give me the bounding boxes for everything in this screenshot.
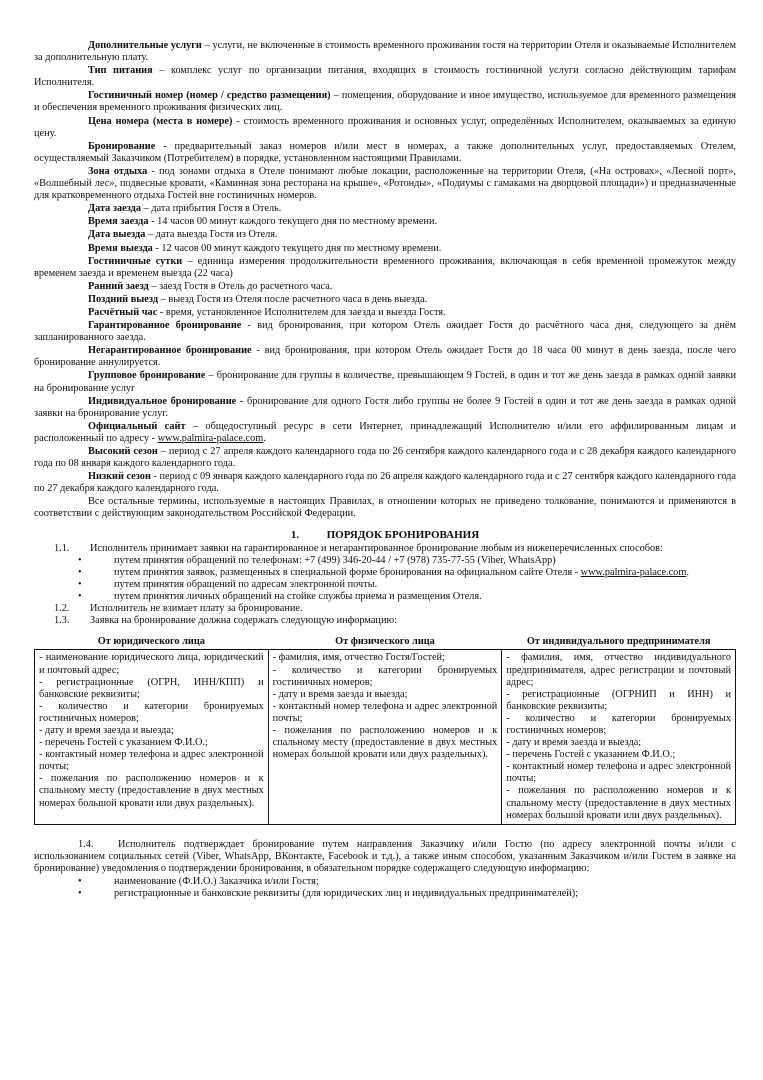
- requirement-line: - количество и категории бронируемых гостиничных номеров;: [39, 700, 264, 724]
- official-site-link[interactable]: www.palmira-palace.com: [157, 432, 264, 444]
- definition-text: - время, установленное Исполнителем для заезда и выезда Гостя.: [157, 306, 446, 318]
- requirement-line: - контактный номер телефона и адрес электронной почты;: [39, 749, 264, 773]
- bullet-icon: •: [78, 876, 82, 888]
- definitions-list: [34, 40, 736, 495]
- definition-term: Негарантированное бронирование: [88, 345, 252, 357]
- definition-item: [34, 65, 736, 89]
- requirement-line: - пожелания по расположению номеров и к спальному месту (предоставление в двух местных номерах большой кровати или двух раздельных).: [272, 724, 498, 761]
- clause-text: Исполнитель не взимает плату за бронирование.: [90, 603, 303, 615]
- definition-term: Расчётный час: [88, 306, 158, 318]
- definition-term: Индивидуальное бронирование: [88, 395, 237, 407]
- definition-text: – заезд Гостя в Отель до расчетного часа.: [148, 280, 333, 292]
- definition-term: Бронирование: [88, 140, 156, 152]
- definition-item: [34, 141, 736, 165]
- section-number: 1.: [290, 528, 300, 541]
- definition-item: [34, 294, 736, 306]
- bullet-icon: •: [78, 566, 82, 578]
- definition-term: Официальный сайт: [88, 420, 186, 432]
- bullet-icon: •: [78, 554, 82, 566]
- clause-1-3: [34, 615, 736, 627]
- clause-number: 1.1.: [54, 542, 70, 554]
- confirmation-items-list: [34, 876, 736, 900]
- requirement-line: - контактный номер телефона и адрес электронной почты;: [506, 761, 731, 785]
- list-item: [34, 876, 736, 888]
- requirement-line: - фамилия, имя, отчество индивидуального предпринимателя, адрес регистрации и почтовый адрес;: [506, 652, 731, 688]
- clause-number: 1.3.: [54, 615, 70, 627]
- definition-item: [34, 471, 736, 495]
- definition-item: [34, 229, 736, 241]
- definition-item: [34, 396, 736, 420]
- definition-term: Тип питания: [88, 65, 153, 77]
- definition-term: Гостиничный номер (номер / средство размещения): [88, 90, 331, 102]
- header-legal-entity: От юридического лица: [35, 635, 269, 650]
- definition-item: [34, 243, 736, 255]
- clause-number: 1.2.: [54, 603, 70, 615]
- method-text: [114, 555, 736, 567]
- definition-item: [34, 345, 736, 369]
- method-label: путем принятия заявок, размещенных в специальной форме бронирования на официальном сайте Отеля -: [114, 566, 581, 578]
- clause-text: Заявка на бронирование должна содержать следующую информацию:: [90, 615, 398, 627]
- definition-term: Дата заезда: [88, 203, 142, 215]
- definition-item: [34, 256, 736, 280]
- definition-text: - период с 09 января каждого календарного года по 26 апреля каждого календарного года и с 27 сентября каждого календарного года по 27 декабря каждого календарного года.: [34, 471, 736, 495]
- requirement-line: - дату и время заезда и выезда;: [39, 724, 174, 736]
- definition-term: Время выезда: [88, 242, 153, 254]
- requirement-line: - пожелания по расположению номеров и к спальному месту (предоставление в двух местных номерах большой кровати или двух раздельных).: [39, 773, 264, 809]
- definition-item: [34, 216, 736, 228]
- definition-item: [34, 116, 736, 140]
- confirmation-text: регистрационные и банковские реквизиты (для юридических лиц и индивидуальных предпринимателей);: [114, 888, 579, 900]
- requirement-line: - регистрационные (ОГРНИП и ИНН) и банковские реквизиты;: [506, 688, 731, 712]
- header-entrepreneur: От индивидуального предпринимателя: [502, 635, 736, 650]
- header-individual: От физического лица: [268, 635, 502, 650]
- bullet-icon: •: [78, 591, 82, 603]
- requirement-line: - фамилия, имя, отчество Гостя/Гостей;: [272, 652, 445, 664]
- definition-text: – выезд Гостя из Отеля после расчетного часа в день выезда.: [158, 293, 428, 305]
- definition-text: - бронирование для одного Гостя либо группы не более 9 Гостей в один и тот же день заезда в рамках одной заявки на бронирование услуг.: [34, 395, 736, 419]
- list-item: [34, 567, 736, 579]
- requirement-line: - контактный номер телефона и адрес электронной почты;: [272, 700, 498, 724]
- clause-text: Исполнитель подтверждает бронирование путем направления Заказчику и/или Гостю (по адресу электронной почты и/или с использованием социальных сетей (Viber, WhatsApp, ВКонтакте, Facebook и т.д.), а также иным способом, указанным Заказчиком и/или Гостем в заявке на бронирование) уведомления о подтверждении бронирования, в обязательном порядке содержащего следующую информацию:: [34, 838, 736, 874]
- definition-text: – период с 27 апреля каждого календарного года по 26 сентября каждого календарного года и с 28 декабря каждого календарного года по 08 января каждого календарного года.: [34, 446, 736, 470]
- website-link[interactable]: www.palmira-palace.com: [580, 566, 687, 578]
- closing-paragraph: Все остальные термины, используемые в настоящих Правилах, в отношении которых не приведено толкование, понимаются и применяются в соответствии с действующим законодательством Российской Федерации.: [34, 496, 736, 520]
- definition-text: - предварительный заказ номеров и/или мест в номерах, а также дополнительных услуг, предоставляемых Отелем, осуществляемый Заказчиком (Потребителем) в порядке, установленном настоящими Правилами.: [34, 140, 736, 164]
- method-label: путем принятия обращений по адресам электронной почты.: [114, 578, 378, 590]
- definition-item: [34, 370, 736, 394]
- method-text: [114, 567, 736, 579]
- definition-item: [34, 446, 736, 470]
- table-header-row: [35, 635, 736, 650]
- definition-text: – помещения, оборудование и иное имущество, используемое для временного размещения и обеспечения временного проживания физических лиц.: [34, 90, 736, 114]
- list-item: [34, 591, 736, 603]
- definition-item: [34, 307, 736, 319]
- definition-term: Дата выезда: [88, 229, 146, 241]
- section-heading: [34, 529, 736, 541]
- requirement-line: - перечень Гостей с указанием Ф.И.О.;: [506, 749, 676, 761]
- list-item: [34, 555, 736, 567]
- clause-number: 1.4.: [78, 838, 94, 850]
- definition-tail: .: [263, 432, 266, 444]
- clause-text: Исполнитель принимает заявки на гарантированное и негарантированное бронирование любым из нижеперечисленных способов:: [90, 542, 663, 554]
- table-row: [35, 650, 736, 824]
- definition-text: – единица измерения продолжительности временного проживания, включающая в себя временной промежуток между временем заезда и временем выезда (22 часа): [34, 255, 736, 279]
- document-page: [34, 40, 736, 900]
- booking-methods-list: [34, 555, 736, 603]
- requirement-line: - наименование юридического лица, юридический и почтовый адрес;: [39, 652, 264, 676]
- requirement-line: - перечень Гостей с указанием Ф.И.О.;: [39, 737, 208, 749]
- definition-item: [34, 40, 736, 64]
- definition-item: [34, 166, 736, 202]
- requirement-line: - количество и категории бронируемых гостиничных номеров;: [506, 712, 731, 736]
- clause-1-2: [34, 603, 736, 615]
- definition-text: – дата прибытия Гостя в Отель.: [141, 203, 282, 215]
- definition-text: - 14 часов 00 минут каждого текущего дня по местному времени.: [148, 216, 438, 228]
- column-entrepreneur: [502, 650, 736, 824]
- definition-term: Низкий сезон: [88, 471, 151, 483]
- definition-text: – услуги, не включенные в стоимость временного проживания гостя на территории Отеля и оказываемые Исполнителем за дополнительную плату.: [34, 40, 736, 64]
- definition-term: Цена номера (места в номере): [88, 115, 233, 127]
- requirement-line: - регистрационные (ОГРН, ИНН/КПП) и банковские реквизиты;: [39, 676, 264, 700]
- definition-term: Поздний выезд: [88, 293, 159, 305]
- method-label: путем принятия обращений по телефонам: +7 (499) 346-20-44 / +7 (978) 735-77-55 (Viber, WhatsApp): [114, 554, 556, 566]
- method-text: [114, 591, 736, 603]
- bullet-icon: •: [78, 578, 82, 590]
- definition-text: - вид бронирования, при котором Отель ожидает Гостя до расчётного часа дня, следующего за днём запланированного заезда.: [34, 320, 737, 344]
- list-item: [34, 579, 736, 591]
- confirmation-text: наименование (Ф.И.О.) Заказчика и/или Гостя;: [114, 876, 319, 888]
- definition-item: [34, 320, 736, 344]
- requirement-line: - пожелания по расположению номеров и к спальному месту (предоставление в двух местных номерах большой кровати или двух раздельных).: [506, 785, 731, 821]
- definition-text: - под зонами отдыха в Отеле понимают любые локации, расположенные на территории Отеля, («На островах», «Лесной порт», «Волшебный лес», подвесные кровати, «Каминная зона ресторана на крыше», «Ротонды», «Подиумы с гамаками на дворцовой площади») и предназначенные для кратковременного отдыха Гостей вне гостиничных номеров.: [34, 165, 736, 202]
- requirement-line: - дату и время заезда и выезда;: [506, 737, 642, 749]
- definition-text: – общедоступный ресурс в сети Интернет, принадлежащий Исполнителю и/или его аффилированным лицам и расположенный по адресу -: [34, 420, 736, 444]
- requirements-table: [34, 635, 736, 824]
- method-text: [114, 579, 736, 591]
- definition-term: Гостиничные сутки: [88, 255, 183, 267]
- method-label: путем принятия личных обращений на стойке службы приема и размещения Отеля.: [114, 591, 482, 603]
- definition-text: - вид бронирования, при котором Отель ожидает Гостя до 18 часа 00 минут в день заезда, после чего бронирование аннулируется.: [34, 345, 736, 369]
- definition-term: Дополнительные услуги: [88, 40, 202, 51]
- list-item: [34, 888, 736, 900]
- clause-1-1: [34, 543, 736, 555]
- definition-text: - 12 часов 00 минут каждого текущего дня по местному времени.: [152, 242, 442, 254]
- column-legal-entity: [35, 650, 269, 824]
- definition-item: [34, 281, 736, 293]
- definition-text: – бронирование для группы в количестве, превышающем 9 Гостей, в один и тот же день заезда в рамках одной заявки на бронирование услуг: [34, 370, 736, 394]
- requirement-line: - количество и категории бронируемых гостиничных номеров;: [272, 664, 498, 688]
- definition-term: Гарантированное бронирование: [88, 320, 242, 332]
- method-tail: .: [686, 566, 689, 578]
- section-title: ПОРЯДОК БРОНИРОВАНИЯ: [326, 528, 480, 541]
- definition-term: Групповое бронирование: [88, 370, 206, 382]
- definition-term: Ранний заезд: [88, 280, 149, 292]
- definition-term: Высокий сезон: [88, 446, 158, 457]
- definition-text: – комплекс услуг по организации питания, входящих в стоимость гостиничной услуги согласно действующим тарифам Исполнителя.: [34, 65, 736, 89]
- column-individual: [268, 650, 502, 824]
- definition-item: [34, 203, 736, 215]
- definition-item: [34, 421, 736, 445]
- definition-term: Время заезда: [88, 216, 149, 228]
- definition-text: - стоимость временного проживания и основных услуг, определённых Исполнителем, оказываемых за единую цену.: [34, 115, 736, 139]
- definition-text: – дата выезда Гостя из Отеля.: [145, 229, 278, 241]
- requirement-line: - дату и время заезда и выезда;: [272, 688, 408, 700]
- definition-item: [34, 90, 736, 114]
- definition-term: Зона отдыха: [88, 165, 148, 177]
- bullet-icon: •: [78, 888, 82, 900]
